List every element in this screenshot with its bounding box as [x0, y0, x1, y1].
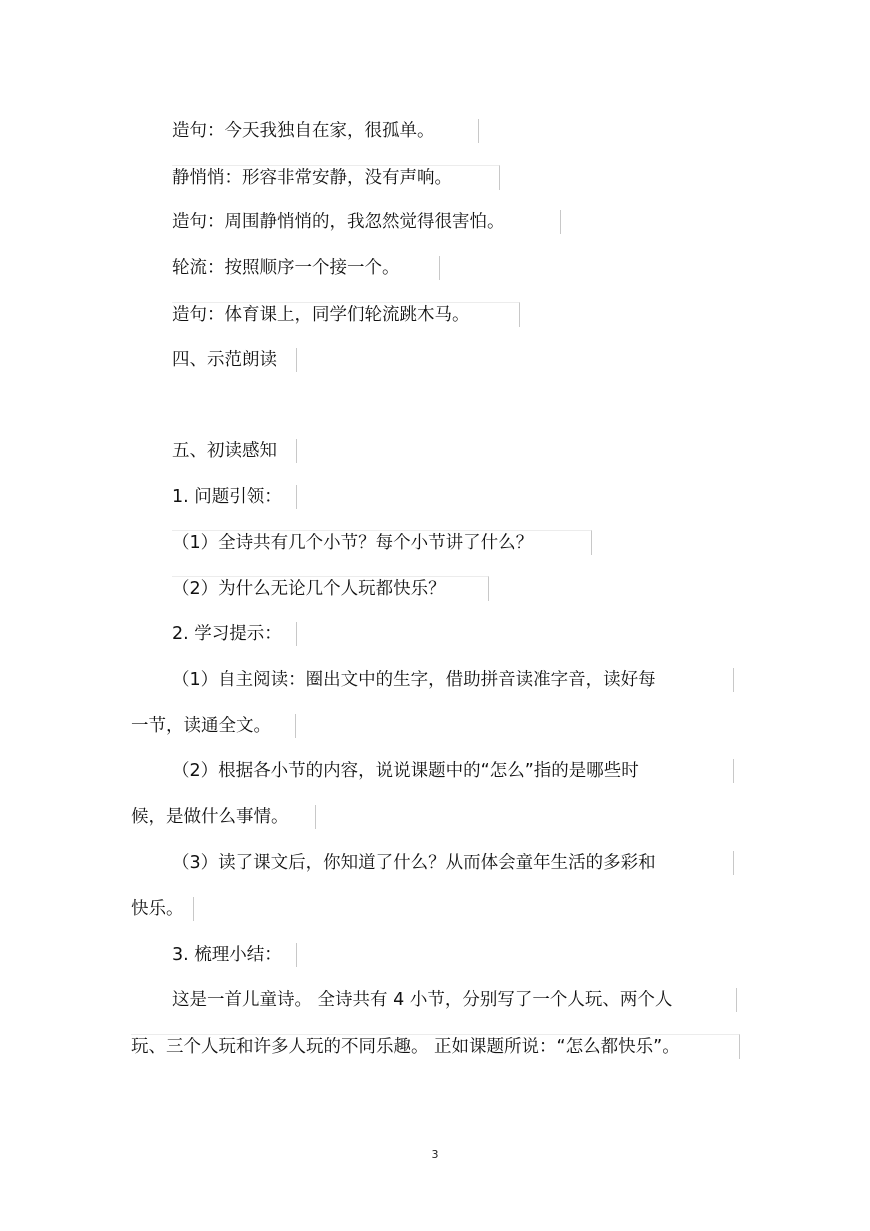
subsection-heading: 1. 问题引领：	[172, 485, 297, 509]
list-item: （1）自主阅读：圈出文中的生字，借助拼音读准字音，读好每	[172, 668, 734, 692]
section-heading: 五、初读感知	[172, 439, 297, 463]
text-line: 静悄悄：形容非常安静，没有声响。	[172, 165, 500, 190]
paragraph-line: 玩、三个人玩和许多人玩的不同乐趣。 正如课题所说：“怎么都快乐”。	[131, 1034, 740, 1059]
subsection-heading: 2. 学习提示：	[172, 622, 297, 646]
list-item: （1）全诗共有几个小节？每个小节讲了什么？	[172, 530, 592, 555]
text-line: 造句：体育课上，同学们轮流跳木马。	[172, 302, 520, 327]
page-number: 3	[431, 1148, 439, 1161]
list-item-continued: 候，是做什么事情。	[131, 805, 316, 829]
list-item: （3）读了课文后，你知道了什么？从而体会童年生活的多彩和	[172, 851, 734, 875]
text-line: 造句：今天我独自在家，很孤单。	[172, 119, 479, 143]
list-item-continued: 一节，读通全文。	[131, 714, 296, 738]
list-item-continued: 快乐。	[131, 897, 194, 921]
text-line: 造句：周围静悄悄的，我忽然觉得很害怕。	[172, 210, 561, 234]
subsection-heading: 3. 梳理小结：	[172, 943, 297, 967]
list-item: （2）根据各小节的内容，说说课题中的“怎么”指的是哪些时	[172, 759, 734, 783]
paragraph-line: 这是一首儿童诗。 全诗共有 4 小节，分别写了一个人玩、两个人	[172, 988, 737, 1012]
section-heading: 四、示范朗读	[172, 348, 297, 372]
text-line: 轮流：按照顺序一个接一个。	[172, 256, 440, 280]
list-item: （2）为什么无论几个人玩都快乐？	[172, 576, 489, 601]
